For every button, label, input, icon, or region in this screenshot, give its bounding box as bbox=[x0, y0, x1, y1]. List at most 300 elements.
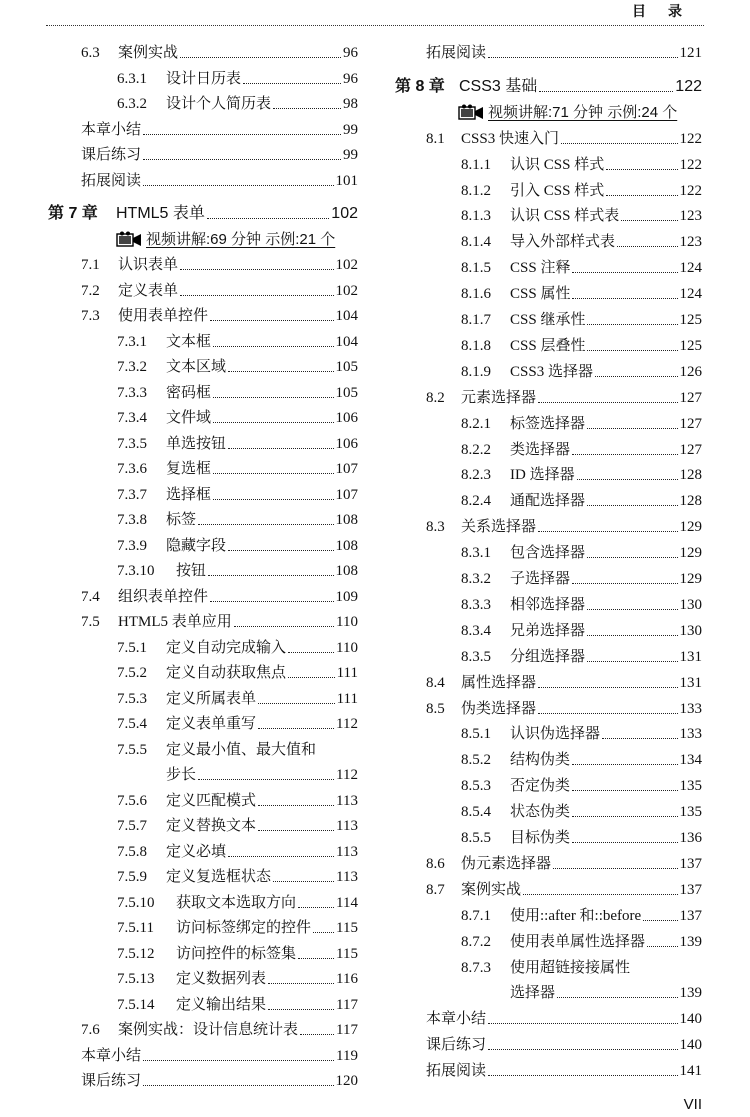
toc-page-number: 117 bbox=[336, 996, 358, 1013]
toc-entry-number: 8.3.1 bbox=[461, 545, 491, 562]
dot-leader bbox=[273, 108, 341, 109]
toc-subsection-row[interactable] bbox=[117, 401, 358, 427]
toc-page-number: 140 bbox=[679, 1011, 702, 1028]
toc-entry-number: 7.5.1 bbox=[117, 639, 147, 656]
toc-page-number: 122 bbox=[679, 156, 702, 173]
toc-entry-number: 8.2.3 bbox=[461, 467, 491, 484]
toc-entry-number: 7.5.14 bbox=[117, 996, 155, 1013]
toc-chapter-row[interactable] bbox=[395, 70, 702, 96]
toc-section-row[interactable] bbox=[81, 36, 358, 62]
toc-entry-title: 案例实战：设计信息统计表 bbox=[118, 1022, 299, 1038]
toc-subsection-row[interactable] bbox=[117, 656, 358, 682]
dot-leader bbox=[647, 946, 677, 947]
toc-entry-number: 8.1.9 bbox=[461, 363, 491, 380]
toc-page-number: 102 bbox=[335, 257, 358, 273]
toc-entry-title: 访问标签绑定的控件 bbox=[176, 920, 312, 936]
dot-leader bbox=[572, 842, 677, 843]
dot-leader bbox=[228, 371, 333, 372]
toc-entry-title: 标签 bbox=[166, 512, 197, 528]
toc-subsection-row[interactable] bbox=[461, 588, 702, 614]
dot-leader bbox=[587, 324, 677, 325]
toc-entry-title: 认识 CSS 样式表 bbox=[510, 208, 620, 225]
toc-page-number: 139 bbox=[679, 985, 702, 1002]
toc-section-row[interactable] bbox=[426, 510, 702, 536]
toc-page-number: 135 bbox=[679, 804, 702, 821]
toc-page-number: 122 bbox=[679, 130, 702, 147]
toc-subsection-row[interactable] bbox=[461, 925, 702, 951]
toc-section-row[interactable] bbox=[426, 847, 702, 873]
toc-subsection-row[interactable] bbox=[117, 911, 358, 937]
toc-entry-title: 结构伪类 bbox=[510, 752, 571, 769]
toc-subsection-row[interactable] bbox=[461, 458, 702, 484]
toc-entry-number: 6.3.2 bbox=[117, 96, 147, 112]
dot-leader bbox=[606, 195, 677, 196]
toc-page-number: 115 bbox=[336, 945, 358, 962]
dot-leader bbox=[198, 779, 334, 780]
toc-page-number: 127 bbox=[679, 389, 702, 406]
toc-section-row[interactable] bbox=[81, 274, 358, 300]
toc-entry-title: 包含选择器 bbox=[510, 545, 586, 562]
toc-section-row[interactable] bbox=[426, 381, 702, 407]
toc-video-info-row bbox=[116, 223, 335, 249]
dot-leader bbox=[572, 272, 677, 273]
dot-leader bbox=[523, 894, 677, 895]
toc-entry-title: CSS 注释 bbox=[510, 260, 571, 277]
toc-page-number: 131 bbox=[679, 648, 702, 665]
toc-subsection-row[interactable] bbox=[461, 951, 702, 977]
toc-section-row[interactable] bbox=[426, 122, 702, 148]
toc-plain-row[interactable] bbox=[426, 1054, 702, 1080]
toc-page-number: 133 bbox=[679, 700, 702, 717]
toc-page-number: 133 bbox=[679, 726, 702, 743]
toc-page-number: 117 bbox=[336, 1022, 358, 1038]
video-info-text: 视频讲解:71 分钟 示例:24 个 bbox=[488, 103, 678, 121]
toc-entry-title: 文件域 bbox=[166, 410, 212, 426]
toc-entry-number: 8.2 bbox=[426, 389, 445, 406]
toc-entry-title: 导入外部样式表 bbox=[510, 234, 616, 251]
toc-chapter-row[interactable] bbox=[48, 197, 358, 223]
toc-entry-title: 属性选择器 bbox=[461, 674, 537, 691]
toc-entry-number: 7.3.10 bbox=[117, 563, 155, 579]
toc-subsection-row[interactable] bbox=[117, 707, 358, 733]
toc-entry-number: 7.3.3 bbox=[117, 384, 147, 401]
toc-entry-title: 按钮 bbox=[176, 563, 207, 579]
toc-entry-number: 8.2.1 bbox=[461, 415, 491, 432]
toc-page-number: 128 bbox=[679, 493, 702, 510]
toc-section-row[interactable] bbox=[426, 666, 702, 692]
dot-leader bbox=[488, 1049, 677, 1050]
toc-subsection-row[interactable] bbox=[461, 484, 702, 510]
dot-leader bbox=[143, 1085, 333, 1086]
dot-leader bbox=[538, 687, 677, 688]
toc-entry-title: HTML5 表单 bbox=[116, 205, 205, 222]
toc-entry-number: 8.5.3 bbox=[461, 778, 491, 795]
toc-subsection-row[interactable] bbox=[461, 536, 702, 562]
toc-entry-title: 认识表单 bbox=[118, 257, 179, 273]
dot-leader bbox=[288, 652, 334, 653]
toc-page-number: 130 bbox=[679, 622, 702, 639]
dot-leader bbox=[213, 473, 333, 474]
toc-page-number: 141 bbox=[679, 1063, 702, 1080]
toc-entry-title: 定义表单重写 bbox=[166, 716, 257, 732]
toc-entry-number: 7.5.2 bbox=[117, 665, 147, 681]
dot-leader bbox=[538, 531, 677, 532]
toc-entry-title: CSS 继承性 bbox=[510, 312, 586, 328]
toc-entry-title: 类选择器 bbox=[510, 441, 571, 458]
toc-entry-number: 8.3.4 bbox=[461, 622, 491, 639]
toc-page-number: 99 bbox=[343, 121, 358, 138]
toc-entry-number: 7.5.7 bbox=[117, 818, 147, 834]
toc-page-number: 121 bbox=[679, 45, 702, 61]
toc-page-number: 116 bbox=[336, 971, 358, 987]
toc-page-number: 129 bbox=[679, 571, 702, 587]
toc-page-number: 125 bbox=[679, 337, 702, 354]
dot-leader bbox=[617, 246, 677, 247]
dot-leader bbox=[143, 185, 333, 186]
toc-page-number: 128 bbox=[679, 467, 702, 484]
dot-leader bbox=[180, 269, 333, 270]
toc-plain-row[interactable] bbox=[426, 1002, 702, 1028]
toc-entry-number: 8.7 bbox=[426, 881, 445, 898]
toc-subsection-row[interactable] bbox=[117, 350, 358, 376]
toc-page-number: 131 bbox=[679, 674, 702, 691]
dot-leader bbox=[180, 295, 333, 296]
toc-entry-title: 课后练习 bbox=[81, 147, 142, 163]
toc-subsection-row[interactable] bbox=[461, 329, 702, 355]
toc-page-number: 119 bbox=[336, 1047, 358, 1064]
toc-page-number: 106 bbox=[335, 435, 358, 452]
toc-entry-number: 7.5.11 bbox=[117, 920, 154, 936]
toc-entry-number: 7.3.9 bbox=[117, 537, 147, 554]
dot-leader bbox=[595, 376, 678, 377]
toc-entry-title: 标签选择器 bbox=[510, 415, 586, 432]
toc-entry-number: 7.3.2 bbox=[117, 359, 147, 375]
dot-leader bbox=[557, 997, 677, 998]
toc-entry-number: 8.5.4 bbox=[461, 804, 491, 821]
toc-subsection-row[interactable] bbox=[461, 433, 702, 459]
video-info-text: 视频讲解:69 分钟 示例:21 个 bbox=[146, 230, 336, 248]
toc-subsection-row[interactable] bbox=[461, 148, 702, 174]
toc-subsection-row[interactable] bbox=[117, 376, 358, 402]
toc-entry-title: 密码框 bbox=[166, 384, 212, 401]
toc-subsection-row[interactable] bbox=[461, 717, 702, 743]
toc-subsection-row[interactable] bbox=[461, 640, 702, 666]
toc-plain-row[interactable] bbox=[81, 113, 358, 139]
toc-entry-title: 引入 CSS 样式 bbox=[510, 182, 605, 199]
toc-page-number: 104 bbox=[335, 333, 358, 350]
toc-entry-number: 8.1.3 bbox=[461, 208, 491, 225]
toc-entry-title: 使用表单控件 bbox=[118, 308, 209, 324]
toc-subsection-row[interactable] bbox=[461, 795, 702, 821]
dot-leader bbox=[210, 601, 333, 602]
dot-leader bbox=[258, 830, 334, 831]
toc-subsection-row[interactable] bbox=[461, 614, 702, 640]
toc-plain-row[interactable] bbox=[81, 138, 358, 164]
toc-subsection-row[interactable] bbox=[117, 988, 358, 1014]
toc-subsection-row[interactable] bbox=[461, 769, 702, 795]
toc-page-number: 127 bbox=[679, 415, 702, 432]
toc-page-number: 136 bbox=[679, 830, 702, 846]
toc-page-number: 101 bbox=[335, 172, 358, 189]
toc-page-number: 130 bbox=[679, 596, 702, 613]
toc-subsection-row[interactable] bbox=[461, 225, 702, 251]
dot-leader bbox=[298, 907, 334, 908]
toc-entry-title: CSS3 选择器 bbox=[510, 363, 593, 380]
header-divider bbox=[46, 25, 704, 26]
toc-page-number: 135 bbox=[679, 778, 702, 795]
toc-entry-title: CSS 层叠性 bbox=[510, 337, 586, 354]
toc-subsection-row[interactable] bbox=[117, 962, 358, 988]
toc-page-number: 140 bbox=[679, 1037, 702, 1054]
toc-entry-number: 7.5.3 bbox=[117, 690, 147, 707]
dot-leader bbox=[258, 805, 334, 806]
toc-section-row[interactable] bbox=[81, 1013, 358, 1039]
toc-subsection-row[interactable] bbox=[461, 251, 702, 277]
toc-entry-title: 使用表单属性选择器 bbox=[510, 933, 646, 950]
toc-subsection-row[interactable] bbox=[461, 407, 702, 433]
dot-leader bbox=[213, 422, 333, 423]
toc-entry-title: 拓展阅读 bbox=[426, 45, 487, 61]
toc-subsection-row[interactable] bbox=[117, 529, 358, 555]
toc-page-number: 112 bbox=[336, 716, 358, 732]
toc-entry-title: 本章小结 bbox=[426, 1011, 487, 1028]
toc-subsection-row[interactable] bbox=[461, 821, 702, 847]
toc-page-number: 127 bbox=[679, 441, 702, 458]
dot-leader bbox=[198, 524, 333, 525]
toc-entry-title: 设计个人简历表 bbox=[166, 96, 272, 112]
toc-entry-title: 单选按钮 bbox=[166, 435, 227, 452]
dot-leader bbox=[273, 881, 334, 882]
toc-subsection-row[interactable] bbox=[117, 784, 358, 810]
toc-entry-title: 复选框 bbox=[166, 461, 212, 477]
toc-page-number: 126 bbox=[679, 363, 702, 380]
toc-entry-title: 文本框 bbox=[166, 333, 212, 350]
dot-leader bbox=[577, 479, 678, 480]
toc-plain-row[interactable] bbox=[426, 36, 702, 62]
toc-entry-title: 定义匹配模式 bbox=[166, 792, 257, 809]
dot-leader bbox=[587, 635, 677, 636]
toc-page-number: 124 bbox=[679, 260, 702, 277]
dot-leader bbox=[234, 626, 334, 627]
dot-leader bbox=[587, 609, 677, 610]
dot-leader bbox=[488, 57, 677, 58]
dot-leader bbox=[258, 728, 334, 729]
toc-entry-number: 8.5 bbox=[426, 700, 445, 717]
toc-entry-title: 元素选择器 bbox=[461, 389, 537, 406]
toc-entry-number: 8.1.6 bbox=[461, 286, 491, 303]
dot-leader bbox=[488, 1075, 677, 1076]
toc-page-number: 124 bbox=[679, 286, 702, 303]
toc-subsection-row[interactable] bbox=[461, 562, 702, 588]
toc-entry-title: CSS 属性 bbox=[510, 286, 571, 303]
toc-entry-title: CSS3 快速入门 bbox=[461, 130, 559, 147]
toc-page-number: 115 bbox=[336, 920, 358, 936]
toc-page-number: 104 bbox=[335, 308, 358, 324]
toc-subsection-row[interactable] bbox=[461, 743, 702, 769]
toc-page-number: 125 bbox=[679, 312, 702, 328]
dot-leader bbox=[268, 1009, 334, 1010]
toc-entry-title: CSS3 基础 bbox=[459, 77, 538, 95]
toc-entry-title: 定义表单 bbox=[118, 282, 179, 299]
toc-entry-title: 拓展阅读 bbox=[81, 172, 142, 189]
toc-page-number: 108 bbox=[335, 563, 358, 579]
page-header-label: 目录 bbox=[632, 4, 704, 20]
toc-entry-number: 7.1 bbox=[81, 257, 100, 273]
toc-plain-row[interactable] bbox=[81, 1064, 358, 1090]
toc-subsection-row[interactable] bbox=[117, 452, 358, 478]
toc-entry-number: 7.4 bbox=[81, 588, 100, 605]
toc-subsection-row[interactable] bbox=[117, 87, 358, 113]
toc-subsection-row[interactable] bbox=[117, 427, 358, 453]
toc-subsection-row[interactable] bbox=[461, 277, 702, 303]
toc-continuation-row[interactable] bbox=[166, 758, 358, 784]
toc-subsection-row[interactable] bbox=[117, 937, 358, 963]
toc-page-number: 110 bbox=[336, 639, 358, 656]
toc-page-number: 107 bbox=[335, 461, 358, 477]
toc-entry-number: 8.7.3 bbox=[461, 959, 491, 976]
toc-entry-number: 8.1.4 bbox=[461, 234, 491, 251]
dot-leader bbox=[268, 983, 334, 984]
toc-entry-title: 获取文本选取方向 bbox=[176, 894, 297, 911]
dot-leader bbox=[572, 298, 677, 299]
dot-leader bbox=[587, 505, 677, 506]
toc-entry-title: 定义输出结果 bbox=[176, 996, 267, 1013]
toc-entry-number: 7.5 bbox=[81, 614, 100, 630]
toc-entry-number: 8.6 bbox=[426, 855, 445, 872]
toc-entry-title: 设计日历表 bbox=[166, 70, 242, 87]
toc-subsection-row[interactable] bbox=[117, 860, 358, 886]
toc-entry-number: 第 7 章 bbox=[48, 205, 98, 222]
toc-subsection-row[interactable] bbox=[461, 303, 702, 329]
toc-subsection-row[interactable] bbox=[117, 631, 358, 657]
toc-entry-number: 6.3.1 bbox=[117, 70, 147, 87]
toc-page-number: 102 bbox=[335, 282, 358, 299]
dot-leader bbox=[258, 703, 335, 704]
toc-subsection-row[interactable] bbox=[117, 478, 358, 504]
toc-subsection-row[interactable] bbox=[461, 355, 702, 381]
toc-subsection-row[interactable] bbox=[117, 503, 358, 529]
toc-subsection-row[interactable] bbox=[117, 733, 358, 759]
toc-entry-title: 案例实战 bbox=[461, 881, 522, 898]
toc-subsection-row[interactable] bbox=[117, 809, 358, 835]
toc-entry-number: 7.2 bbox=[81, 282, 100, 299]
toc-subsection-row[interactable] bbox=[117, 682, 358, 708]
toc-page-number: 134 bbox=[679, 752, 702, 769]
toc-entry-title: 认识伪选择器 bbox=[510, 726, 601, 743]
toc-entry-number: 8.3.3 bbox=[461, 596, 491, 613]
dot-leader bbox=[213, 499, 333, 500]
dot-leader bbox=[208, 575, 333, 576]
toc-continuation-row[interactable] bbox=[510, 976, 702, 1002]
dot-leader bbox=[300, 1034, 334, 1035]
toc-section-row[interactable] bbox=[81, 299, 358, 325]
toc-subsection-row[interactable] bbox=[461, 174, 702, 200]
toc-entry-title: 文本区域 bbox=[166, 359, 227, 375]
toc-entry-number: 8.1.5 bbox=[461, 260, 491, 277]
dot-leader bbox=[488, 1023, 677, 1024]
toc-subsection-row[interactable] bbox=[461, 199, 702, 225]
toc-page-number: 106 bbox=[335, 410, 358, 426]
toc-entry-title: 定义复选框状态 bbox=[166, 869, 272, 885]
dot-leader bbox=[587, 557, 677, 558]
toc-section-row[interactable] bbox=[81, 605, 358, 631]
toc-entry-title: 选择框 bbox=[166, 486, 212, 503]
toc-subsection-row[interactable] bbox=[117, 62, 358, 88]
toc-entry-number: 7.5.6 bbox=[117, 792, 147, 809]
toc-section-row[interactable] bbox=[426, 873, 702, 899]
toc-entry-number: 7.5.8 bbox=[117, 843, 147, 860]
toc-subsection-row[interactable] bbox=[117, 835, 358, 861]
toc-plain-row[interactable] bbox=[81, 164, 358, 190]
toc-page-number: 122 bbox=[675, 77, 702, 95]
toc-section-row[interactable] bbox=[81, 248, 358, 274]
dot-leader bbox=[288, 677, 335, 678]
toc-page-number: 105 bbox=[335, 359, 358, 375]
toc-entry-title: 定义必填 bbox=[166, 843, 227, 860]
dot-leader bbox=[539, 91, 673, 92]
toc-subsection-row[interactable] bbox=[117, 554, 358, 580]
toc-section-row[interactable] bbox=[81, 580, 358, 606]
video-camera-icon bbox=[458, 104, 484, 122]
toc-entry-title: 使用::after 和::before bbox=[510, 907, 642, 924]
video-camera-icon bbox=[116, 231, 142, 249]
toc-entry-number: 8.7.1 bbox=[461, 907, 491, 924]
dot-leader bbox=[228, 448, 333, 449]
toc-entry-title: 定义最小值、最大值和 bbox=[166, 741, 317, 758]
toc-page-number: 123 bbox=[679, 208, 702, 225]
dot-leader bbox=[228, 856, 334, 857]
footer-page-number: VII bbox=[683, 1096, 702, 1113]
toc-entry-number: 8.4 bbox=[426, 674, 445, 691]
toc-entry-number: 7.3 bbox=[81, 308, 100, 324]
toc-entry-title: 本章小结 bbox=[81, 121, 142, 138]
toc-page-number: 96 bbox=[343, 70, 358, 87]
toc-subsection-row[interactable] bbox=[117, 325, 358, 351]
toc-page-number: 113 bbox=[336, 818, 358, 834]
dot-leader bbox=[313, 932, 334, 933]
toc-entry-number: 7.3.8 bbox=[117, 512, 147, 528]
toc-entry-number: 7.5.9 bbox=[117, 869, 147, 885]
toc-page-number: 129 bbox=[679, 545, 702, 562]
toc-entry-title: 定义所属表单 bbox=[166, 690, 257, 707]
dot-leader bbox=[621, 220, 677, 221]
toc-entry-title: HTML5 表单应用 bbox=[118, 614, 232, 630]
toc-entry-number: 8.2.2 bbox=[461, 441, 491, 458]
toc-subsection-row[interactable] bbox=[461, 899, 702, 925]
toc-entry-title: 子选择器 bbox=[510, 571, 571, 587]
dot-leader bbox=[213, 397, 333, 398]
toc-entry-title: 隐藏字段 bbox=[166, 537, 227, 554]
toc-plain-row[interactable] bbox=[81, 1039, 358, 1065]
toc-plain-row[interactable] bbox=[426, 1028, 702, 1054]
toc-subsection-row[interactable] bbox=[117, 886, 358, 912]
toc-page-number: 113 bbox=[336, 869, 358, 885]
toc-page-number: 129 bbox=[679, 519, 702, 536]
toc-entry-number: 8.1 bbox=[426, 130, 445, 147]
toc-entry-number: 8.3.5 bbox=[461, 648, 491, 665]
toc-page-number: 107 bbox=[335, 486, 358, 503]
toc-entry-title: 兄弟选择器 bbox=[510, 622, 586, 639]
toc-entry-title: 否定伪类 bbox=[510, 778, 571, 795]
toc-entry-title: 分组选择器 bbox=[510, 648, 586, 665]
toc-entry-title: 使用超链接接属性 bbox=[510, 959, 631, 976]
toc-entry-title: 步长 bbox=[166, 767, 197, 783]
dot-leader bbox=[538, 402, 677, 403]
toc-page-number: 108 bbox=[335, 537, 358, 554]
toc-entry-title: 拓展阅读 bbox=[426, 1063, 487, 1080]
toc-page-number: 120 bbox=[335, 1073, 358, 1089]
toc-section-row[interactable] bbox=[426, 692, 702, 718]
